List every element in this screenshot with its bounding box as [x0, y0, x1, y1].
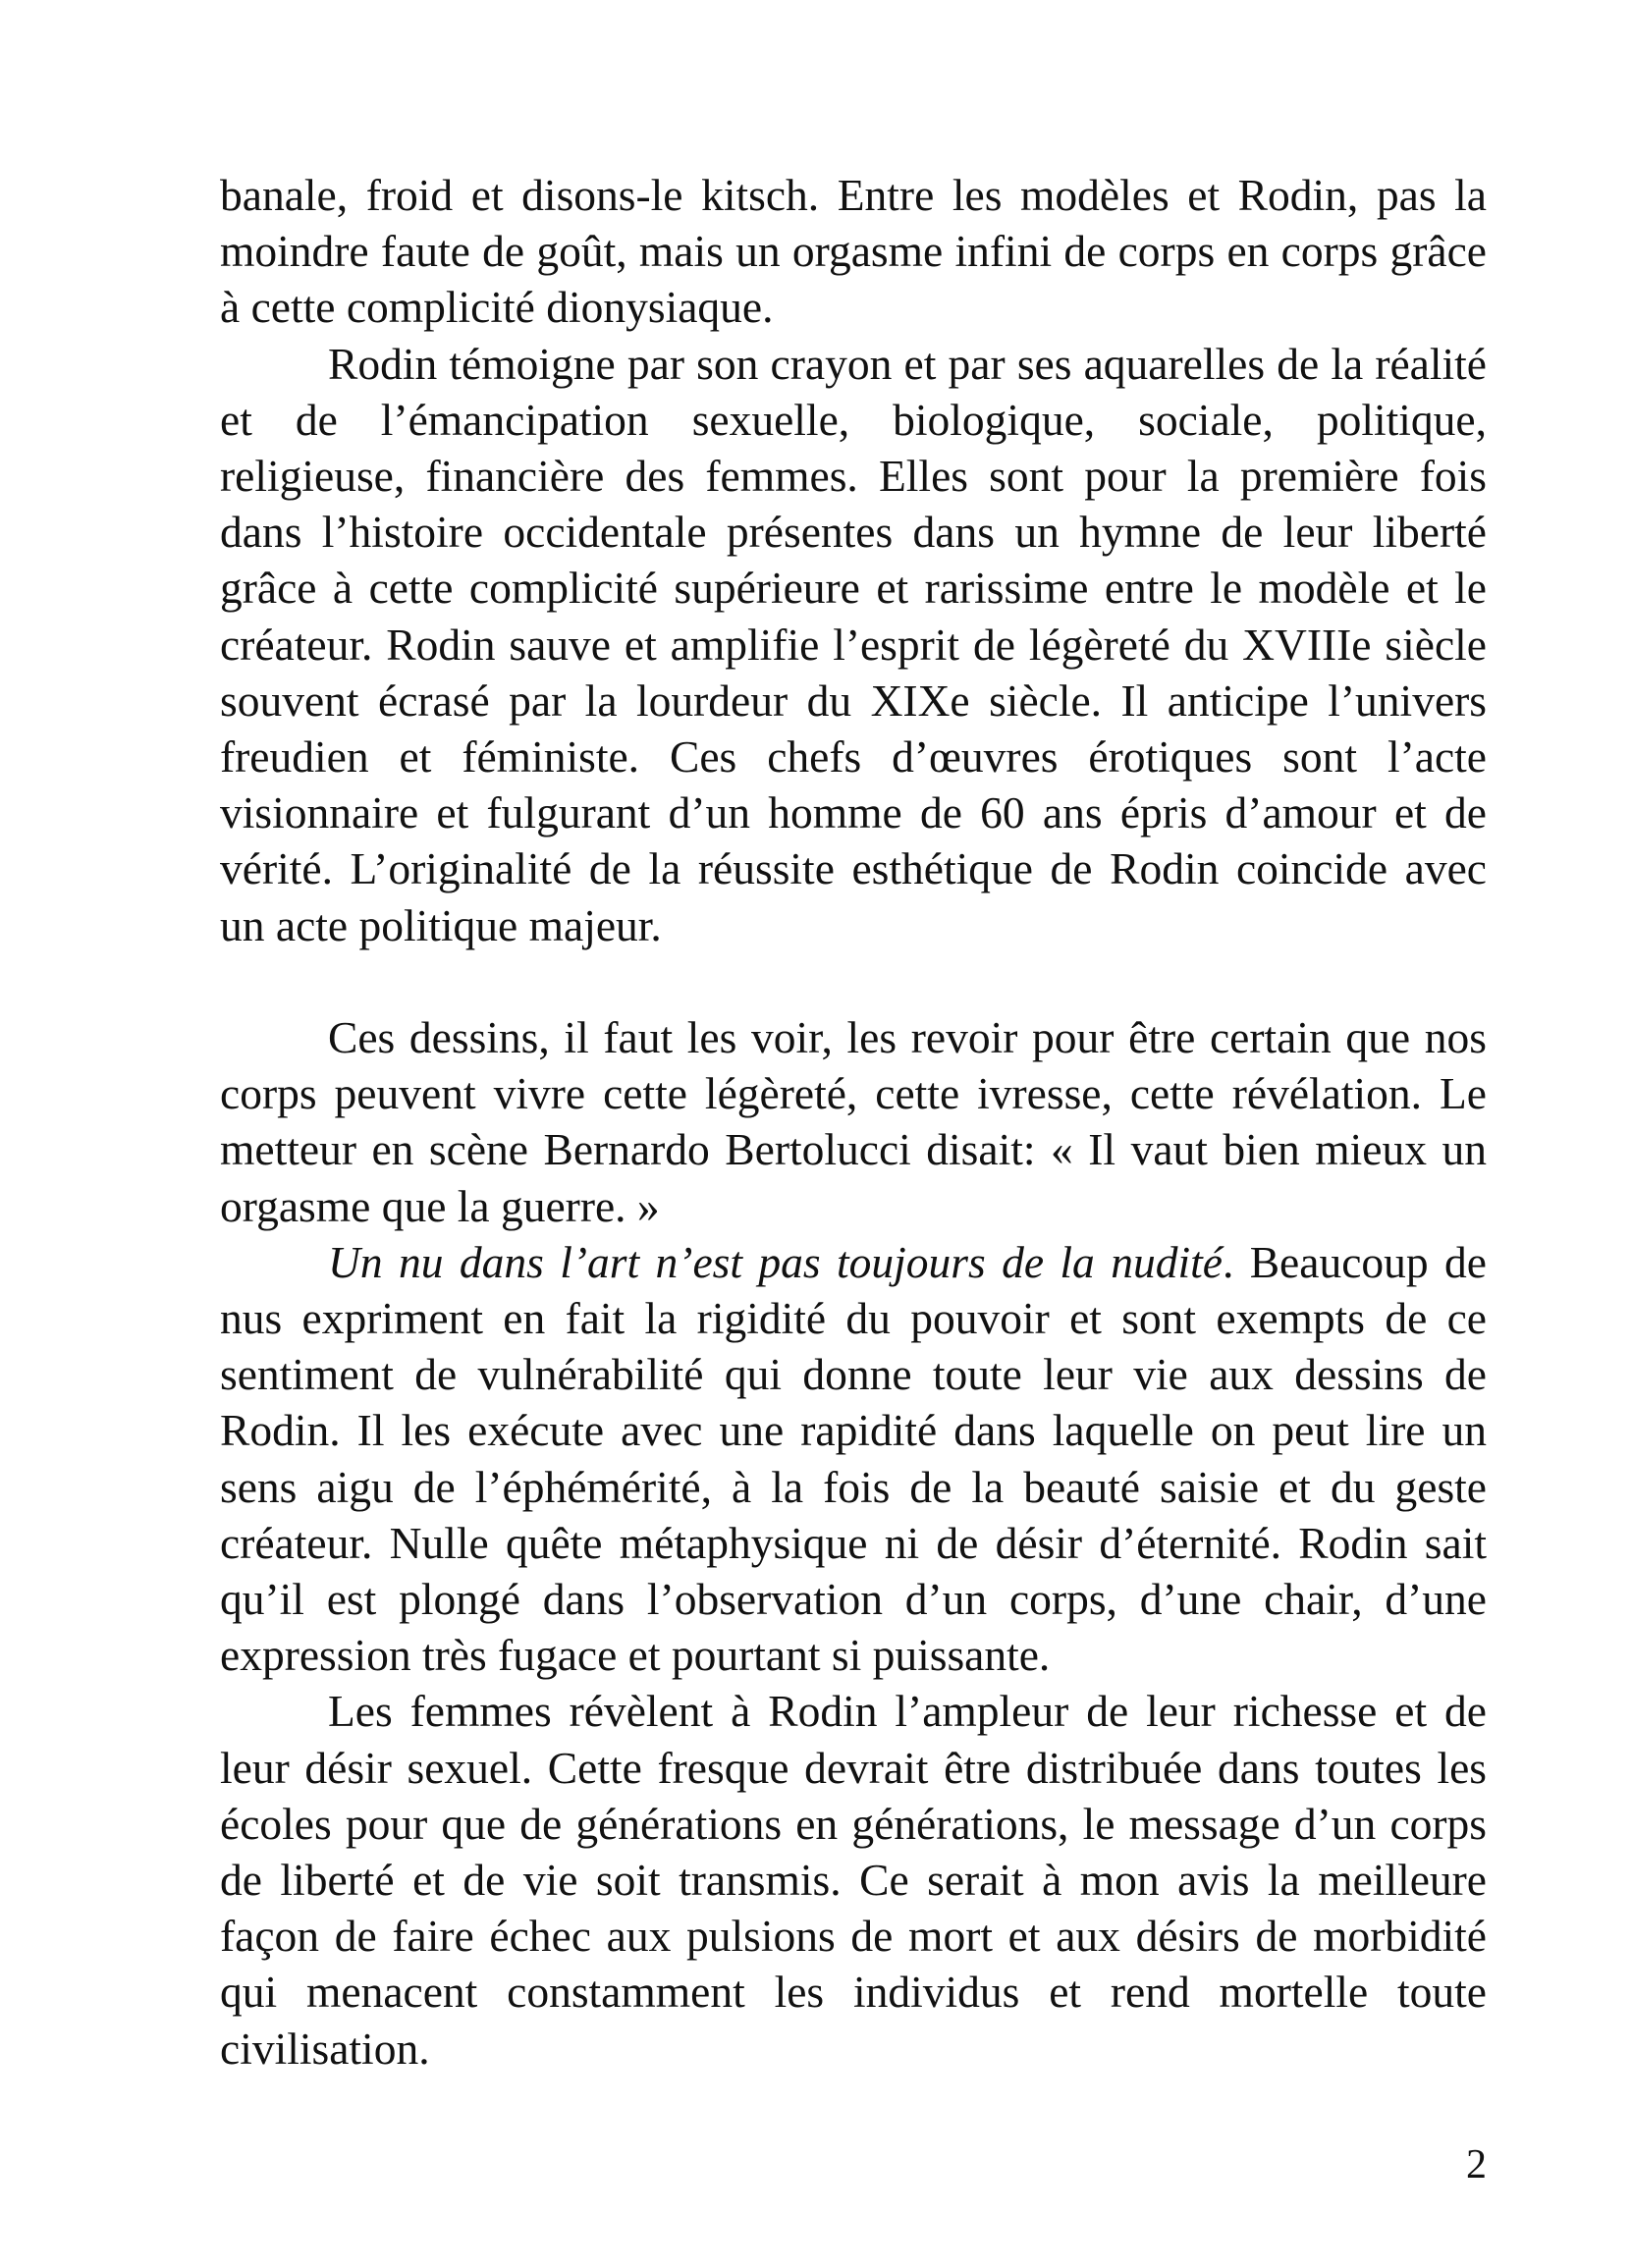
- paragraph-text: Rodin témoigne par son crayon et par ses aquarelles de la réalité et de l’émancipation sexuelle, biologique, sociale, politique, religieuse, financière des femmes. Elles sont pour la première fois dans l’histoire occidentale présentes dans un hymne de leur liberté grâce à cette complicité supérieure et rarissime entre le modèle et le créateur. Rodin sauve et amplifie l’esprit de légèreté du XVIIIe siècle souvent écrasé par la lourdeur du XIXe siècle. Il anticipe l’univers freudien et féministe. Ces chefs d’œuvres érotiques sont l’acte visionnaire et fulgurant d’un homme de 60 ans épris d’amour et de vérité. L’originalité de la réussite esthétique de Rodin coincide avec un acte politique majeur.: [220, 338, 1487, 950]
- paragraph-ces-dessins: [220, 1009, 1487, 1234]
- body-text: [220, 167, 1487, 2077]
- paragraph-text: . Beaucoup de nus expriment en fait la rigidité du pouvoir et sont exempts de ce sentiment de vulnérabilité qui donne toute leur vie aux dessins de Rodin. Il les exécute avec une rapidité dans laquelle on peut lire un sens aigu de l’éphémérité, à la fois de la beauté saisie et du geste créateur. Nulle quête métaphysique ni de désir d’éternité. Rodin sait qu’il est plongé dans l’observation d’un corps, d’une chair, d’une expression très fugace et pourtant si puissante.: [220, 1236, 1487, 1681]
- page-number: 2: [1466, 2142, 1487, 2187]
- paragraph-un-nu: [220, 1234, 1487, 1684]
- paragraph-text: Ces dessins, il faut les voir, les revoir pour être certain que nos corps peuvent vivre cette légèreté, cette ivresse, cette révélation. Le metteur en scène Bernardo Bertolucci disait: « Il vaut bien mieux un orgasme que la guerre. »: [220, 1012, 1487, 1231]
- paragraph-continuation: [220, 167, 1487, 336]
- paragraph-les-femmes: [220, 1683, 1487, 2076]
- italic-quote: Un nu dans l’art n’est pas toujours de la nudité: [328, 1236, 1223, 1287]
- paragraph-rodin-temoigne: [220, 336, 1487, 953]
- paragraph-text: banale, froid et disons-le kitsch. Entre les modèles et Rodin, pas la moindre faute de goût, mais un orgasme infini de corps en corps grâce à cette complicité dionysiaque.: [220, 170, 1487, 333]
- paragraph-text: Les femmes révèlent à Rodin l’ampleur de leur richesse et de leur désir sexuel. Cette fresque devrait être distribuée dans toutes les écoles pour que de générations en générations, le message d’un corps de liberté et de vie soit transmis. Ce serait à mon avis la meilleure façon de faire échec aux pulsions de mort et aux désirs de morbidité qui menacent constamment les individus et rend mortelle toute civilisation.: [220, 1686, 1487, 2074]
